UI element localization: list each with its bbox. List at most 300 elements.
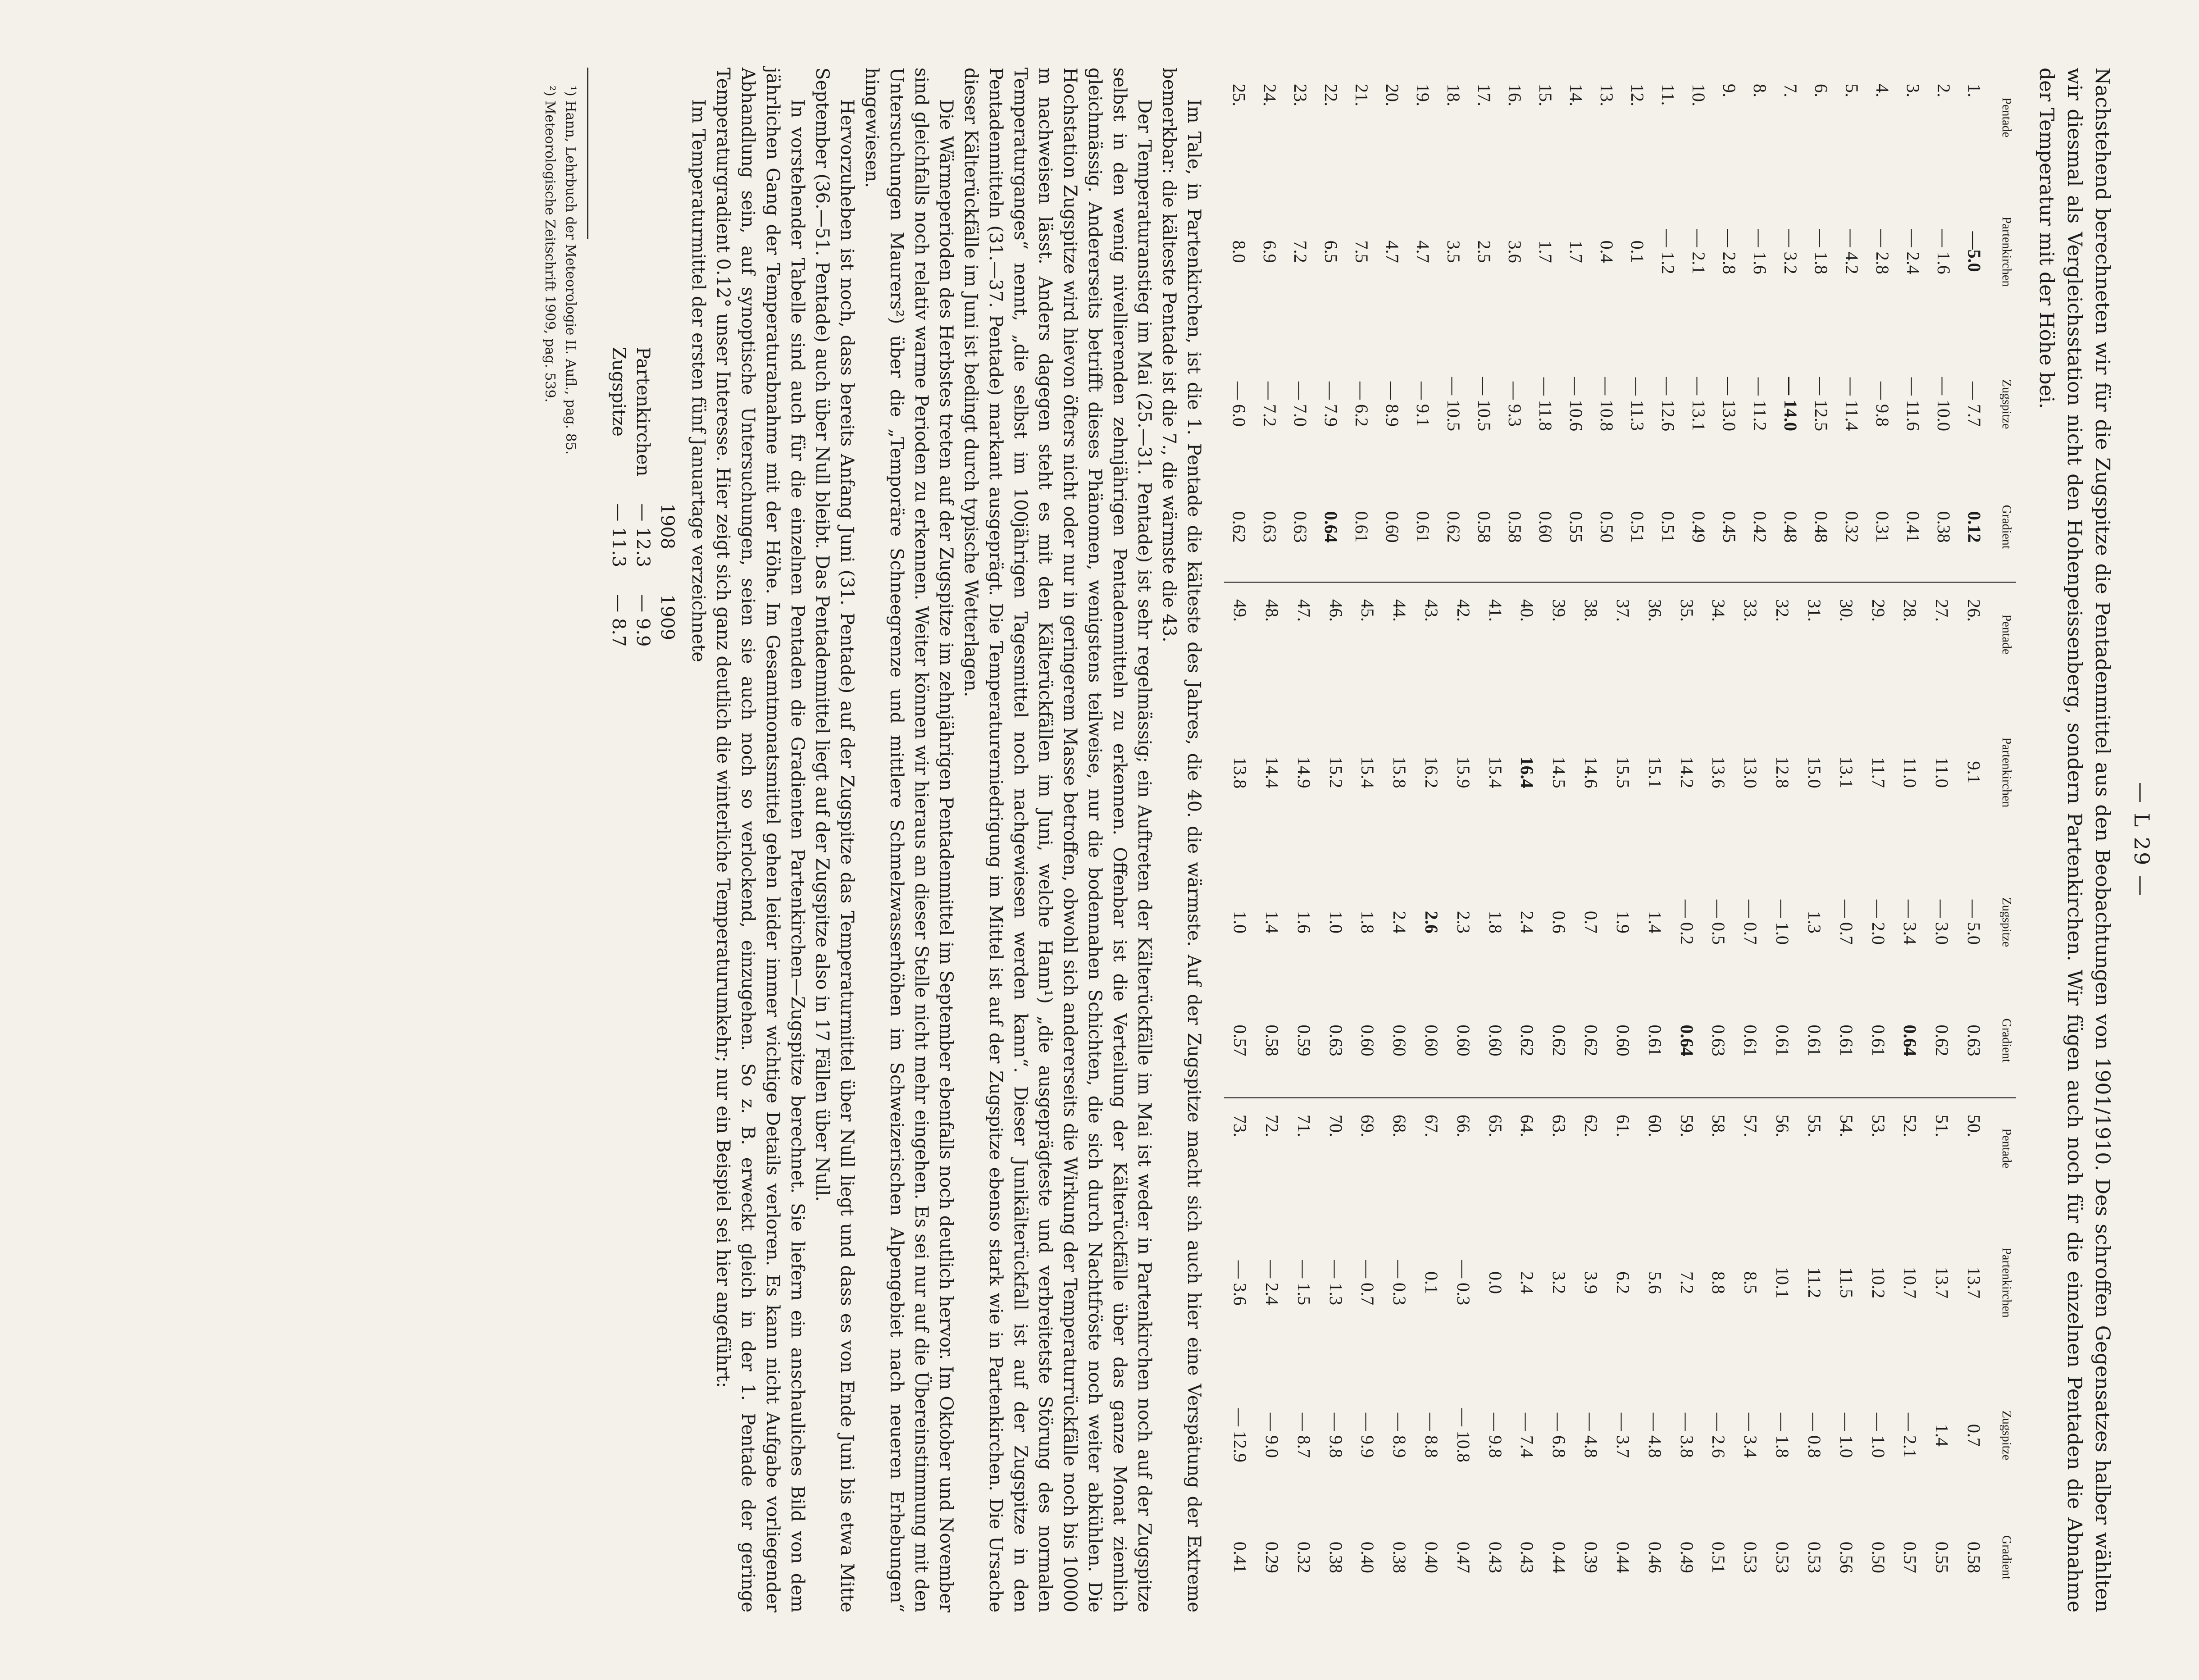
- pentade-cell: 34.: [1708, 599, 1729, 622]
- gradient-cell: 0.61: [1413, 511, 1434, 543]
- partenkirchen-cell: 1.7: [1535, 240, 1556, 263]
- pentade-cell: 5.: [1842, 84, 1862, 97]
- zugspitze-cell: 0.6: [1549, 911, 1570, 933]
- gradient-cell: 0.64: [1676, 1024, 1697, 1056]
- pentade-cell: 10.: [1689, 84, 1709, 106]
- partenkirchen-cell: — 1.3: [1325, 1260, 1346, 1306]
- table-row: [1256, 1098, 1288, 1612]
- col-header-gradient: Gradient: [1999, 1018, 2013, 1063]
- gradient-cell: 0.41: [1229, 1541, 1250, 1573]
- gradient-cell: 0.61: [1804, 1024, 1825, 1056]
- pentade-cell: 32.: [1772, 599, 1793, 622]
- pentade-cell: 41.: [1485, 599, 1506, 622]
- zugspitze-cell: — 8.8: [1421, 1412, 1442, 1458]
- pentade-cell: 9.: [1719, 84, 1740, 97]
- partenkirchen-cell: — 1.6: [1750, 229, 1771, 274]
- partenkirchen-cell: — 0.3: [1389, 1260, 1410, 1306]
- pentade-cell: 7.: [1780, 84, 1801, 97]
- table-row: [1320, 583, 1352, 1097]
- gradient-cell: 0.55: [1932, 1541, 1953, 1573]
- zugspitze-cell: — 9.8: [1872, 382, 1893, 427]
- zugspitze-cell: — 1.0: [1836, 1412, 1857, 1458]
- table-row: [1766, 1098, 1798, 1612]
- table-row: [1575, 1098, 1607, 1612]
- footnote-hann: ¹) Hann, Lehrbuch der Meteorologie II. Aufl., pag. 85.: [563, 86, 578, 455]
- col-header-pentade: Pentade: [1999, 97, 2013, 137]
- partenkirchen-cell: 14.5: [1549, 756, 1570, 788]
- table-row: [1543, 583, 1575, 1097]
- gradient-cell: 0.41: [1903, 511, 1924, 543]
- partenkirchen-cell: 14.4: [1261, 756, 1282, 788]
- pentade-cell: 27.: [1932, 599, 1953, 622]
- partenkirchen-cell: —5.0: [1964, 231, 1985, 272]
- table-row: [1352, 1098, 1384, 1612]
- gradient-cell: 0.51: [1658, 511, 1679, 543]
- partenkirchen-cell: 10.7: [1900, 1267, 1921, 1299]
- gradient-cell: 0.38: [1325, 1541, 1346, 1573]
- gradient-cell: 0.63: [1964, 1024, 1985, 1056]
- pentade-cell: 11.: [1658, 84, 1679, 106]
- table-row: [1285, 68, 1316, 582]
- zugspitze-cell: — 7.9: [1321, 382, 1342, 427]
- partenkirchen-cell: 7.2: [1676, 1271, 1697, 1294]
- partenkirchen-cell: 1.7: [1566, 240, 1587, 263]
- value-cell: — 11.3: [608, 503, 629, 568]
- partenkirchen-cell: 11.0: [1900, 757, 1921, 788]
- table-row: [1684, 68, 1714, 582]
- partenkirchen-cell: — 3.6: [1229, 1260, 1250, 1306]
- paragraph-temperaturanstieg: Der Temperaturanstieg im Mai (25.—31. Pentade) ist sehr regelmässig; ein Auftreten der Kälterückfälle im Mai ist weder in Partenkirchen noch auf der Zugspitze selbst in den wenig nivellierenden zehnjährigen Pentadenmitteln zu erkennen. Offenbar ist die Verteilung der Kälterückfälle über das ganze Monat ziemlich gleichmässig. Andererseits betrifft dieses Phänomen, wenigstens teilweise, nur die bodennahen Schichten, die sich durch Nachtfröste noch weiter abkühlen. Die Hochstation Zugspitze wird hievon öfters nicht oder nur in geringerem Masse betroffen, obwohl sich andererseits die Wirkung der Temperaturrückfälle noch bis 10000 m nachweisen lässt. Anders dagegen steht es mit den Kälterückfällen im Juni, welche Hann¹) „die ausgeprägteste und verbreitetste Störung des normalen Temperaturganges“ nennt, „die selbst im 100jährigen Tagesmittel noch nachgewiesen werden kann“. Dieser Junikälterückfall ist auf der Zugspitze in den Pentadenmitteln (31.—37. Pentade) markant ausgeprägt. Die Temperaturerniedrigung im Mittel ist auf der Zugspitze ebenso stark wie in Partenkirchen. Die Ursache dieser Kälterückfälle im Juni ist bedingt durch typische Wetterlagen.: [961, 68, 1155, 1612]
- partenkirchen-cell: 13.0: [1740, 756, 1761, 788]
- paragraph-extremes: Im Tale, in Partenkirchen, ist die 1. Pentade die kälteste des Jahres, die 40. die wärmste. Auf der Zugspitze macht sich auch hier eine Verspätung der Extreme bemerkbar: die kälteste Pentade ist die 7., die wärmste die 43.: [1159, 68, 1204, 1612]
- gradient-cell: 0.38: [1389, 1541, 1410, 1573]
- pentade-cell: 54.: [1836, 1115, 1857, 1137]
- partenkirchen-cell: 14.6: [1581, 756, 1602, 788]
- value-cell: — 12.3: [633, 503, 653, 568]
- zugspitze-cell: — 10.5: [1443, 377, 1464, 432]
- gradient-cell: 0.63: [1708, 1024, 1729, 1056]
- pentade-cell: 3.: [1903, 84, 1924, 97]
- pentade-cell: 49.: [1229, 599, 1250, 622]
- partenkirchen-cell: 8.0: [1229, 240, 1250, 263]
- pentade-cell: 46.: [1325, 599, 1346, 622]
- col-header-zugspitze: Zugspitze: [1999, 897, 2013, 947]
- pentade-cell: 56.: [1772, 1115, 1793, 1137]
- gradient-cell: 0.31: [1872, 511, 1893, 543]
- station-name: Zugspitze: [608, 347, 629, 437]
- partenkirchen-cell: 15.0: [1804, 756, 1825, 788]
- gradient-cell: 0.58: [1964, 1541, 1985, 1573]
- pentade-cell: 69.: [1357, 1115, 1378, 1137]
- zugspitze-cell: 0.7: [1964, 1424, 1985, 1447]
- gradient-cell: 0.49: [1676, 1541, 1697, 1573]
- zugspitze-cell: — 12.6: [1658, 377, 1679, 432]
- table-row: [1575, 583, 1607, 1097]
- pentade-table-2: [1224, 582, 2016, 1097]
- pentade-cell: 37.: [1612, 599, 1633, 622]
- zugspitze-cell: — 2.0: [1868, 899, 1889, 945]
- partenkirchen-cell: 13.6: [1708, 756, 1729, 788]
- pentade-cell: 40.: [1517, 599, 1538, 622]
- partenkirchen-cell: 15.4: [1357, 756, 1378, 788]
- gradient-cell: 0.64: [1900, 1024, 1921, 1056]
- partenkirchen-cell: 3.5: [1443, 240, 1464, 263]
- partenkirchen-cell: 14.9: [1293, 756, 1314, 788]
- gradient-cell: 0.58: [1261, 1024, 1282, 1056]
- value-cell: — 9.9: [633, 594, 653, 647]
- pentade-cell: 61.: [1612, 1115, 1633, 1137]
- partenkirchen-cell: 15.2: [1325, 756, 1346, 788]
- table-row: [1837, 68, 1867, 582]
- zugspitze-cell: 1.8: [1485, 911, 1506, 933]
- gradient-cell: 0.38: [1934, 511, 1954, 543]
- gradient-cell: 0.63: [1290, 511, 1311, 543]
- pentade-cell: 36.: [1644, 599, 1665, 622]
- table-row: [1288, 583, 1320, 1097]
- table-row: [1735, 583, 1766, 1097]
- col-header-gradient: Gradient: [1999, 1535, 2013, 1580]
- pentade-cell: 18.: [1443, 84, 1464, 106]
- zugspitze-cell: 1.4: [1644, 911, 1665, 933]
- table-row: [1653, 68, 1684, 582]
- partenkirchen-cell: 9.1: [1964, 761, 1985, 784]
- partenkirchen-cell: — 2.8: [1719, 229, 1740, 274]
- pentade-cell: 13.: [1597, 84, 1617, 106]
- zugspitze-cell: — 0.7: [1740, 899, 1761, 945]
- gradient-cell: 0.62: [1443, 511, 1464, 543]
- pentade-cell: 70.: [1325, 1115, 1346, 1137]
- paragraph-waermeperioden: Die Wärmeperioden des Herbstes treten auf der Zugspitze im zehnjährigen Pentadenmittel im September ebenfalls noch deutlich hervor. Im Oktober und November sind gleichfalls noch relativ warme Perioden zu erkennen. Weiter können wir hieraus an dieser Stelle nicht mehr eingehen. Es sei nur auf die Übereinstimmung mit den Untersuchungen Maurers²) über die „Temporäre Schneegrenze und mittlere Schmelzwasserhöhen im Schweizerischen Alpengebiet nach neueren Erhebungen“ hingewiesen.: [861, 68, 956, 1612]
- gradient-cell: 0.64: [1321, 511, 1342, 543]
- table-row: [1607, 583, 1639, 1097]
- partenkirchen-cell: 15.1: [1644, 756, 1665, 788]
- gradient-cell: 0.56: [1836, 1541, 1857, 1573]
- partenkirchen-cell: 3.2: [1549, 1271, 1570, 1294]
- pentade-cell: 47.: [1293, 599, 1314, 622]
- pentade-cell: 73.: [1229, 1115, 1250, 1137]
- zugspitze-cell: — 2.6: [1708, 1412, 1729, 1458]
- partenkirchen-cell: 13.8: [1229, 757, 1250, 789]
- gradient-cell: 0.60: [1382, 511, 1403, 543]
- gradient-cell: 0.29: [1261, 1541, 1282, 1573]
- table-row: [1480, 583, 1512, 1097]
- footnote-divider: [587, 68, 588, 239]
- pentade-table-3: [1224, 1097, 2016, 1612]
- pentade-cell: 17.: [1474, 84, 1495, 106]
- pentade-cell: 55.: [1804, 1115, 1825, 1137]
- zugspitze-cell: — 10.8: [1597, 377, 1617, 432]
- zugspitze-cell: — 3.0: [1932, 899, 1953, 945]
- table-row: [1384, 583, 1416, 1097]
- gradient-cell: 0.44: [1549, 1541, 1570, 1573]
- zugspitze-cell: — 1.0: [1868, 1412, 1889, 1458]
- table-row: [1862, 583, 1894, 1097]
- zugspitze-cell: — 10.6: [1566, 377, 1587, 432]
- table-row: [1320, 1098, 1352, 1612]
- gradient-cell: 0.62: [1932, 1024, 1953, 1056]
- table-row: [1830, 1098, 1862, 1612]
- table-row: [1224, 68, 1255, 582]
- zugspitze-cell: 1.0: [1325, 911, 1346, 933]
- gradient-cell: 0.60: [1421, 1024, 1442, 1056]
- partenkirchen-cell: 12.8: [1772, 756, 1793, 788]
- partenkirchen-cell: 6.5: [1321, 240, 1342, 263]
- table-row: [1671, 1098, 1703, 1612]
- gradient-cell: 0.61: [1644, 1024, 1665, 1056]
- gradient-cell: 0.60: [1357, 1024, 1378, 1056]
- gradient-cell: 0.61: [1772, 1024, 1793, 1056]
- pentade-cell: 21.: [1352, 84, 1372, 106]
- table-row: [1255, 68, 1285, 582]
- gradient-cell: 0.58: [1505, 511, 1525, 543]
- zugspitze-cell: — 3.7: [1612, 1412, 1633, 1458]
- zugspitze-cell: — 2.1: [1900, 1412, 1921, 1458]
- zugspitze-cell: — 12.5: [1811, 377, 1832, 432]
- table-row: [1639, 583, 1671, 1097]
- pentade-cell: 24.: [1260, 84, 1280, 106]
- zugspitze-cell: — 3.4: [1740, 1412, 1761, 1458]
- pentade-cell: 16.: [1505, 84, 1525, 106]
- zugspitze-cell: — 11.3: [1627, 377, 1648, 431]
- zugspitze-cell: 1.6: [1293, 911, 1314, 933]
- zugspitze-cell: — 11.2: [1750, 377, 1771, 431]
- partenkirchen-cell: — 1.6: [1934, 229, 1954, 274]
- gradient-cell: 0.42: [1750, 511, 1771, 543]
- pentade-cell: 52.: [1900, 1115, 1921, 1137]
- table-row: [1929, 68, 1959, 582]
- table-row: [1639, 1098, 1671, 1612]
- pentade-tables: [1224, 68, 2016, 1612]
- gradient-cell: 0.59: [1293, 1024, 1314, 1056]
- pentade-cell: 44.: [1389, 599, 1410, 622]
- pentade-cell: 67.: [1421, 1115, 1442, 1137]
- table-row: [1894, 1098, 1926, 1612]
- zugspitze-cell: — 13.1: [1689, 377, 1709, 432]
- gradient-cell: 0.53: [1740, 1541, 1761, 1573]
- table-row: [1714, 68, 1745, 582]
- partenkirchen-cell: 7.2: [1290, 240, 1311, 263]
- pentade-cell: 38.: [1581, 599, 1602, 622]
- table-row: [1703, 583, 1735, 1097]
- partenkirchen-cell: 11.7: [1868, 757, 1889, 788]
- pentade-cell: 14.: [1566, 84, 1587, 106]
- partenkirchen-cell: 0.1: [1627, 240, 1648, 263]
- table-row: [1448, 1098, 1480, 1612]
- pentade-cell: 33.: [1740, 599, 1761, 622]
- gradient-cell: 0.63: [1260, 511, 1280, 543]
- zugspitze-cell: — 9.1: [1413, 382, 1434, 427]
- partenkirchen-cell: 13.1: [1836, 756, 1857, 788]
- partenkirchen-cell: 11.2: [1804, 1267, 1825, 1298]
- pentade-table-1: [1224, 68, 2016, 582]
- col-header-partenkirchen: Partenkirchen: [1999, 216, 2013, 287]
- zugspitze-cell: — 8.9: [1389, 1412, 1410, 1458]
- pentade-cell: 68.: [1389, 1115, 1410, 1137]
- zugspitze-cell: 0.7: [1581, 911, 1602, 933]
- zugspitze-cell: 1.4: [1261, 911, 1282, 933]
- zugspitze-cell: — 7.2: [1260, 382, 1280, 427]
- zugspitze-cell: — 0.2: [1676, 899, 1697, 945]
- gradient-cell: 0.49: [1689, 511, 1709, 543]
- gradient-cell: 0.57: [1900, 1541, 1921, 1573]
- partenkirchen-cell: 15.8: [1389, 756, 1410, 788]
- gradient-cell: 0.48: [1811, 511, 1832, 543]
- gradient-cell: 0.40: [1357, 1541, 1378, 1573]
- partenkirchen-cell: 15.5: [1612, 756, 1633, 788]
- table-row: [1469, 68, 1500, 582]
- gradient-cell: 0.61: [1740, 1024, 1761, 1056]
- gradient-cell: 0.44: [1612, 1541, 1633, 1573]
- gradient-cell: 0.51: [1627, 511, 1648, 543]
- table-row: [1958, 1098, 1990, 1612]
- pentade-cell: 64.: [1517, 1115, 1538, 1137]
- table-row: [1898, 68, 1929, 582]
- partenkirchen-cell: 15.4: [1485, 756, 1506, 788]
- pentade-cell: 1.: [1964, 84, 1985, 97]
- partenkirchen-cell: 15.9: [1453, 756, 1474, 788]
- col-header-pentade: Pentade: [1999, 1128, 2013, 1169]
- zugspitze-cell: — 10.5: [1474, 377, 1495, 432]
- zugspitze-cell: — 9.8: [1485, 1412, 1506, 1458]
- table-row: [1530, 68, 1561, 582]
- pentade-cell: 57.: [1740, 1115, 1761, 1137]
- partenkirchen-cell: 4.7: [1413, 240, 1434, 263]
- partenkirchen-cell: — 1.8: [1811, 229, 1832, 274]
- table-row: [1607, 1098, 1639, 1612]
- partenkirchen-cell: 4.7: [1382, 240, 1403, 263]
- zugspitze-cell: — 0.8: [1804, 1412, 1825, 1458]
- pentade-cell: 62.: [1581, 1115, 1602, 1137]
- table-row: [1448, 583, 1480, 1097]
- gradient-cell: 0.62: [1229, 511, 1250, 543]
- gradient-cell: 0.60: [1389, 1024, 1410, 1056]
- gradient-cell: 0.61: [1836, 1024, 1857, 1056]
- gradient-cell: 0.62: [1517, 1024, 1538, 1056]
- table-row: [1416, 1098, 1448, 1612]
- partenkirchen-cell: 8.8: [1708, 1271, 1729, 1294]
- gradient-cell: 0.50: [1597, 511, 1617, 543]
- pentade-cell: 71.: [1293, 1115, 1314, 1137]
- zugspitze-cell: — 7.7: [1964, 382, 1985, 427]
- table-row: [1926, 583, 1958, 1097]
- table-row: [1439, 68, 1469, 582]
- zugspitze-cell: — 3.4: [1900, 899, 1921, 945]
- year-header: 1909: [657, 594, 678, 640]
- zugspitze-cell: — 9.9: [1357, 1412, 1378, 1458]
- gradient-cell: 0.39: [1581, 1541, 1602, 1573]
- table-row: [1352, 583, 1384, 1097]
- partenkirchen-cell: 14.2: [1676, 756, 1697, 788]
- partenkirchen-cell: 10.1: [1772, 1267, 1793, 1299]
- partenkirchen-cell: 16.2: [1421, 756, 1442, 788]
- gradient-cell: 0.43: [1517, 1541, 1538, 1573]
- pentade-cell: 8.: [1750, 84, 1771, 97]
- footnote-maurer: ²) Meteorologische Zeitschrift 1909, pag. 539.: [542, 86, 558, 403]
- partenkirchen-cell: 8.5: [1740, 1271, 1761, 1294]
- page-header: — L 29 —: [2130, 782, 2154, 898]
- table-row: [1256, 583, 1288, 1097]
- pentade-cell: 23.: [1290, 84, 1311, 106]
- gradient-cell: 0.60: [1453, 1024, 1474, 1056]
- table-row: [1416, 583, 1448, 1097]
- table-row: [631, 347, 655, 674]
- gradient-cell: 0.47: [1453, 1541, 1474, 1573]
- partenkirchen-cell: 2.5: [1474, 240, 1495, 263]
- january-table: [606, 347, 679, 674]
- partenkirchen-cell: 6.9: [1260, 240, 1280, 263]
- pentade-cell: 12.: [1627, 84, 1648, 106]
- zugspitze-cell: 1.4: [1932, 1424, 1953, 1447]
- zugspitze-cell: — 9.8: [1325, 1412, 1346, 1458]
- table-row: [1224, 1098, 1256, 1612]
- zugspitze-cell: — 0.7: [1836, 899, 1857, 945]
- gradient-cell: 0.61: [1868, 1024, 1889, 1056]
- pentade-cell: 60.: [1644, 1115, 1665, 1137]
- partenkirchen-cell: 13.7: [1964, 1267, 1985, 1299]
- table-row: [1288, 1098, 1320, 1612]
- year-header: 1908: [657, 503, 678, 550]
- gradient-cell: 0.50: [1868, 1541, 1889, 1573]
- table-row: [1703, 1098, 1735, 1612]
- table-row: [1830, 583, 1862, 1097]
- zugspitze-cell: 1.9: [1612, 911, 1633, 933]
- pentade-cell: 72.: [1261, 1115, 1282, 1137]
- pentade-cell: 58.: [1708, 1115, 1729, 1137]
- table-row: [1745, 68, 1776, 582]
- zugspitze-cell: — 9.3: [1505, 382, 1525, 427]
- gradient-cell: 0.62: [1581, 1024, 1602, 1056]
- partenkirchen-cell: — 0.7: [1357, 1260, 1378, 1306]
- table-row: [1862, 1098, 1894, 1612]
- gradient-cell: 0.55: [1566, 511, 1587, 543]
- zugspitze-cell: — 6.8: [1549, 1412, 1570, 1458]
- pentade-cell: 19.: [1413, 84, 1434, 106]
- zugspitze-cell: — 10.8: [1453, 1408, 1474, 1462]
- table-row: [1671, 583, 1703, 1097]
- pentade-cell: 2.: [1934, 84, 1954, 97]
- pentade-cell: 26.: [1964, 599, 1985, 622]
- zugspitze-cell: — 14.0: [1780, 377, 1801, 432]
- partenkirchen-cell: — 3.2: [1780, 229, 1801, 274]
- zugspitze-cell: — 1.0: [1772, 899, 1793, 945]
- col-header-pentade: Pentade: [1999, 614, 2013, 655]
- partenkirchen-cell: 0.0: [1485, 1271, 1506, 1294]
- gradient-cell: 0.51: [1708, 1541, 1729, 1573]
- table-row: [1561, 68, 1592, 582]
- zugspitze-cell: — 11.8: [1535, 377, 1556, 431]
- gradient-cell: 0.61: [1352, 511, 1372, 543]
- table-row: [1766, 583, 1798, 1097]
- zugspitze-cell: — 8.9: [1382, 382, 1403, 427]
- value-cell: — 8.7: [608, 594, 629, 647]
- table-row: [1798, 583, 1830, 1097]
- zugspitze-cell: 2.6: [1421, 911, 1442, 933]
- gradient-cell: 0.48: [1780, 511, 1801, 543]
- partenkirchen-cell: — 2.4: [1261, 1260, 1282, 1306]
- gradient-cell: 0.60: [1485, 1024, 1506, 1056]
- pentade-cell: 35.: [1676, 599, 1697, 622]
- table-row: [1798, 1098, 1830, 1612]
- gradient-cell: 0.12: [1964, 511, 1985, 543]
- pentade-cell: 63.: [1549, 1115, 1570, 1137]
- partenkirchen-cell: 6.2: [1612, 1271, 1633, 1294]
- partenkirchen-cell: 2.4: [1517, 1271, 1538, 1294]
- gradient-cell: 0.60: [1535, 511, 1556, 543]
- pentade-cell: 39.: [1549, 599, 1570, 622]
- pentade-cell: 30.: [1836, 599, 1857, 622]
- partenkirchen-cell: 13.7: [1932, 1267, 1953, 1299]
- partenkirchen-cell: — 4.2: [1842, 229, 1862, 274]
